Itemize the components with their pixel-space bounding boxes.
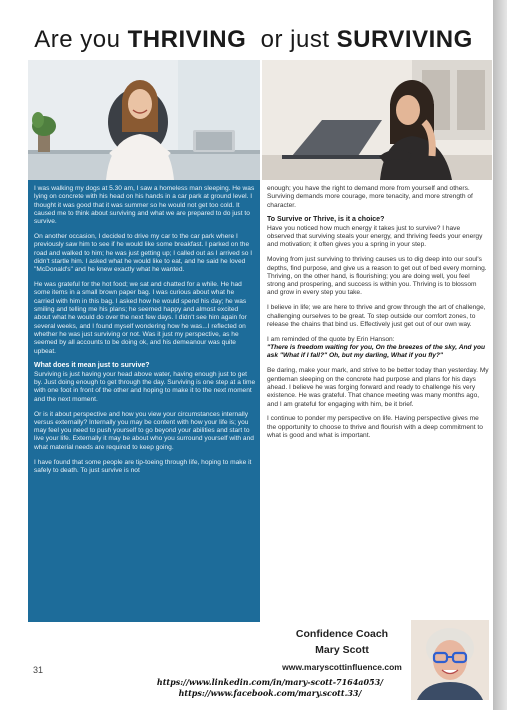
- right-paragraph-3: Moving from just surviving to thriving causes us to dig deep into our soul's depths, find purpose, and give us a reason to get out of bed every morning. Thriving, on the other hand, is flourishing; you are doing well, you feel strong and prospering, and success is within you. Thriving is to blossom and grow in every step you take.: [267, 256, 487, 297]
- right-paragraph-4: I believe in life; we are here to thrive and grow through the art of challenge, challenging ourselves to be great. To step outside our comfort zones, to release the chains that bind us. Effectively just get out of our own way.: [267, 304, 486, 328]
- erin-hanson-quote: "There is freedom waiting for you, On the breezes of the sky, And you ask "What if I fall?" Oh, but my darling, What if you fly?": [267, 344, 486, 360]
- title-text-2: or just: [246, 26, 337, 53]
- left-paragraph-2: On another occasion, I decided to drive my car to the car park where I previously saw him to see if he would like some breakfast. I parked on the road and walked to him; he was just getting up; I called out as I arrived so I didn't startle him. I asked what he would like to eat, and he said he loved "McDonald's" and he knew exactly what he wanted.: [34, 233, 253, 274]
- photo-woman-smiling-illustration: [28, 60, 260, 180]
- left-column-text: [34, 185, 256, 482]
- left-paragraph-5: Or is it about perspective and how you view your circumstances internally versus externally? Internally you may be content with how your life is; you may feel you need to push yourself to go beyond your abilities and start to live your life. Externally it may be about who you surround yourself with and what material needs are required to keep going.: [34, 410, 254, 451]
- page-number: 31: [33, 665, 44, 675]
- title-word-surviving: SURVIVING: [336, 26, 473, 53]
- left-subheading: What does it mean just to survive?: [34, 362, 150, 370]
- left-paragraph-3: He was grateful for the hot food; we sat and chatted for a while. He had some items in a small brown paper bag. I was curious about what he carried with him in this bag. I asked how he would spend his day; he was smiling and telling me his plans; he seemed happy and almost excited about what he would do over the next few days. I didn't see him again for several weeks, and I found myself wondering how he was...I reflected on whether he was just surviving or not. Was it just my perspective, as he seemed by all accounts to be doing ok, and his demeanour was quite upbeat.: [34, 281, 247, 355]
- facebook-link[interactable]: https://www.facebook.com/mary.scott.33/: [178, 688, 362, 698]
- title-text-1: Are you: [34, 26, 128, 53]
- right-paragraph-5: I am reminded of the quote by Erin Hanson:: [267, 335, 395, 343]
- left-paragraph-4: Surviving is just having your head above water, having enough just to get by. Just doing enough to get through the day. Surviving is one step at a time with one foot in front of the other and hoping to make it to the next moment and the next moment.: [34, 370, 256, 403]
- right-paragraph-7: I continue to ponder my perspective on life. Having perspective gives me the opportunity to choose to thrive and flourish with a deep commitment to what is good and what is important.: [267, 415, 483, 439]
- article-title: [0, 26, 507, 54]
- right-paragraph-2: Have you noticed how much energy it takes just to survive? I have observed that surviving steals your energy, and thriving feeds your energy and motivation; it often gives you a spring in your step.: [267, 224, 483, 249]
- author-name: Mary Scott: [315, 644, 369, 656]
- author-role: Confidence Coach: [295, 628, 389, 640]
- left-paragraph-6: I have found that some people are tip-toeing through life, hoping to make it safely to death. To just survive is not: [34, 458, 252, 474]
- left-paragraph-1: I was walking my dogs at 5.30 am, I saw a homeless man sleeping. He was lying on concrete with his head on his hands in a car park at ground level. I thought it was good that it was summer so he would not get too cold. It caused me to think about surviving and what we are prepared to do just to survive.: [34, 185, 255, 226]
- right-paragraph-6: Be daring, make your mark, and strive to be better today than yesterday. My gentleman sleeping on the concrete had purpose and plans for his days ahead. I believe he was forging forward and ready to challenge his very existence. He was grateful. That chance meeting was many months ago, and I am grateful for engaging with him, be it brief.: [267, 367, 489, 408]
- photo-woman-laptop-illustration: [262, 60, 492, 180]
- page-curl: [493, 0, 507, 710]
- right-subheading: To Survive or Thrive, is it a choice?: [267, 216, 385, 224]
- right-paragraph-1: enough; you have the right to demand more from yourself and others. Surviving demands more courage, more tenacity, and more strength of character.: [267, 185, 473, 209]
- title-word-thriving: THRIVING: [127, 26, 247, 53]
- photo-woman-laptop: [262, 60, 492, 180]
- linkedin-link[interactable]: https://www.linkedin.com/in/mary-scott-7164a053/: [156, 677, 384, 687]
- social-links: [110, 677, 430, 699]
- author-website-link[interactable]: www.maryscottinfluence.com: [282, 662, 402, 672]
- photo-woman-smiling: [28, 60, 260, 180]
- right-column-text: [267, 185, 489, 447]
- author-signature: [272, 628, 412, 672]
